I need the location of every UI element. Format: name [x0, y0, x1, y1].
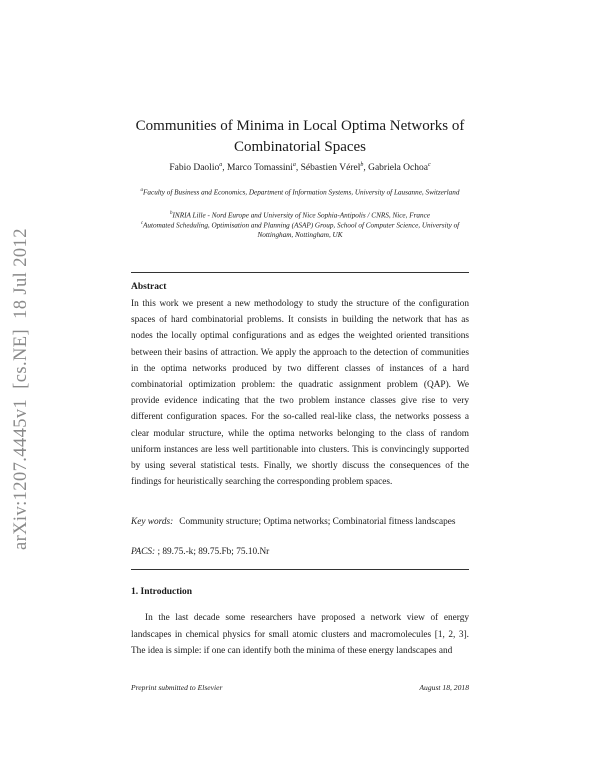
title-line-2: Combinatorial Spaces — [233, 139, 367, 155]
keywords-text: Community structure; Optima networks; Combinatorial fitness landscapes — [179, 517, 456, 527]
author: Marco Tomassini$^a$, — [226, 162, 301, 174]
pacs-text: ; 89.75.-k; 89.75.Fb; 75.10.Nr — [157, 547, 270, 557]
divider — [131, 569, 469, 570]
keywords-label: Key words: — [131, 517, 174, 527]
affiliation: $^c$Automated Scheduling, Optimisation and Planning (ASAP) Group, School of Computer Science, University of Nottingham, Nottingham, UK — [140, 221, 460, 240]
footer-preprint: Preprint submitted to Elsevier — [131, 683, 223, 692]
author: Sébastien Vérel$^b$, — [300, 162, 369, 174]
keywords — [131, 514, 469, 530]
pacs-label: PACS: — [131, 547, 156, 557]
paper-title — [100, 116, 500, 158]
author: Fabio Daolio$^a$, — [169, 162, 227, 174]
pacs — [131, 547, 269, 557]
footer-date: August 18, 2018 — [419, 683, 469, 692]
affiliation: $^b$INRIA Lille - Nord Europe and University of Nice Sophia-Antipolis / CNRS, Nice, France — [170, 211, 430, 220]
title-line-1: Communities of Minima in Local Optima Networks of — [135, 118, 465, 134]
arxiv-stamp — [8, 210, 32, 550]
section-text: In the last decade some researchers have proposed a network view of energy landscapes in chemical physics for small atomic clusters and macromolecules [1, 2, 3]. The idea is simple: if one can identify both the minima of these energy landscapes and — [131, 613, 469, 656]
divider — [131, 272, 469, 273]
author: Gabriela Ochoa$^c$ — [368, 162, 431, 174]
abstract-text: In this work we present a new methodology to study the structure of the configuration spaces of hard combinatorial problems. It consists in building the network that has as nodes the locally optimal configurations and as edges the weighted oriented transitions between their basins of attraction. We apply the approach to the detection of communities in the optima networks produced by two different classes of instances of a hard combinatorial optimization problem: the quadratic assignment problem (QAP). We provide evidence indicating that the two problem instance classes give rise to very different configuration spaces. For the so-called real-like class, the networks possess a clear modular structure, while the optima networks belonging to the class of random uniform instances are less well partitionable into clusters. This is convincingly supported by using several statistical tests. Finally, we shortly discuss the consequences of the findings for heuristically searching the corresponding problem spaces. — [131, 299, 469, 488]
arxiv-stamp-text: arXiv:1207.4445v1 [cs.NE] 18 Jul 2012 — [11, 228, 31, 550]
affiliation: $^a$Faculty of Business and Economics, Department of Information Systems, University of Lausanne, Switzerland — [140, 188, 460, 197]
abstract-heading: Abstract — [131, 282, 167, 292]
section-heading: 1. Introduction — [131, 587, 193, 597]
author-list — [100, 162, 500, 173]
